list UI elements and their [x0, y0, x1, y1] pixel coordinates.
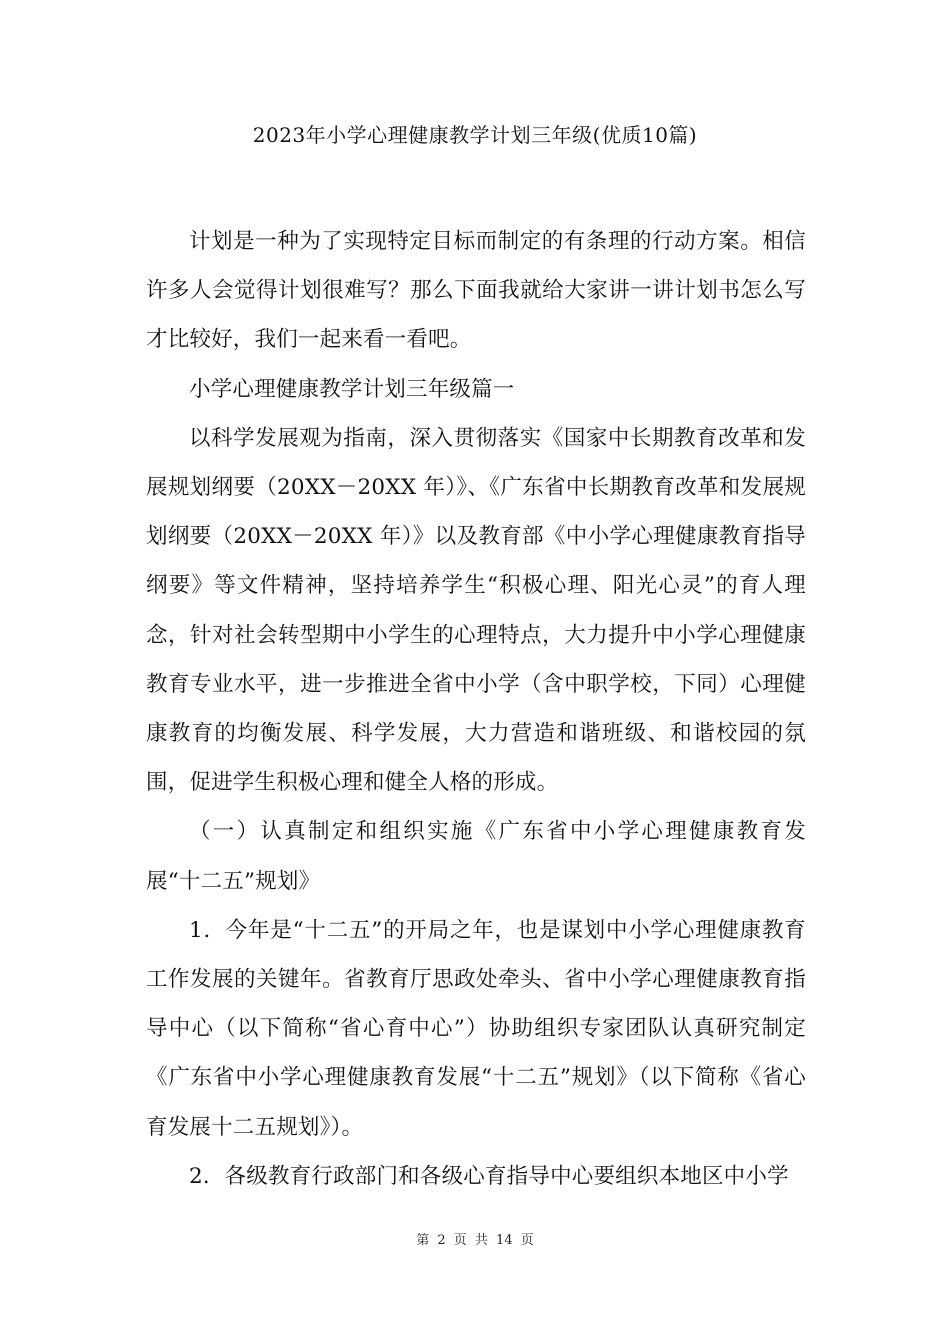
body-paragraph: 以科学发展观为指南，深入贯彻落实《国家中长期教育改革和发展规划纲要（20XX－20XX 年）》、《广东省中长期教育改革和发展规划纲要（20XX－20XX 年）》以及教育部《中小学心理健康教育指导纲要》等文件精神，坚持培养学生“积极心理、阳光心灵”的育人理念，针对社会转型期中小学生的心理特点，大力提升中小学心理健康教育专业水平，进一步推进全省中小学（含中职学校，下同）心理健康教育的均衡发展、科学发展，大力营造和谐班级、和谐校园的氛围，促进学生积极心理和健全人格的形成。	[146, 425, 806, 796]
document-body	[146, 217, 806, 1201]
numbered-paragraph-1: 1．今年是“十二五”的开局之年，也是谋划中小学心理健康教育工作发展的关键年。省教育厅思政处牵头、省中小学心理健康教育指导中心（以下简称“省心育中心”）协助组织专家团队认真研究制定《广东省中小学心理健康教育发展“十二五”规划》（以下简称《省心育发展十二五规划》）。	[146, 917, 806, 1140]
numbered-paragraph-2: 2．各级教育行政部门和各级心育指导中心要组织本地区中小学	[189, 1163, 789, 1189]
intro-paragraph: 计划是一种为了实现特定目标而制定的有条理的行动方案。相信许多人会觉得计划很难写？那么下面我就给大家讲一讲计划书怎么写才比较好，我们一起来看一看吧。	[146, 229, 806, 353]
subsection-heading: （一）认真制定和组织实施《广东省中小学心理健康教育发展“十二五”规划》	[146, 819, 806, 894]
document-title: 2023年小学心理健康教学计划三年级(优质10篇)	[252, 123, 698, 147]
page-number-footer: 第 2 页 共 14 页	[416, 1233, 534, 1248]
section-heading: 小学心理健康教学计划三年级篇一	[189, 376, 515, 402]
